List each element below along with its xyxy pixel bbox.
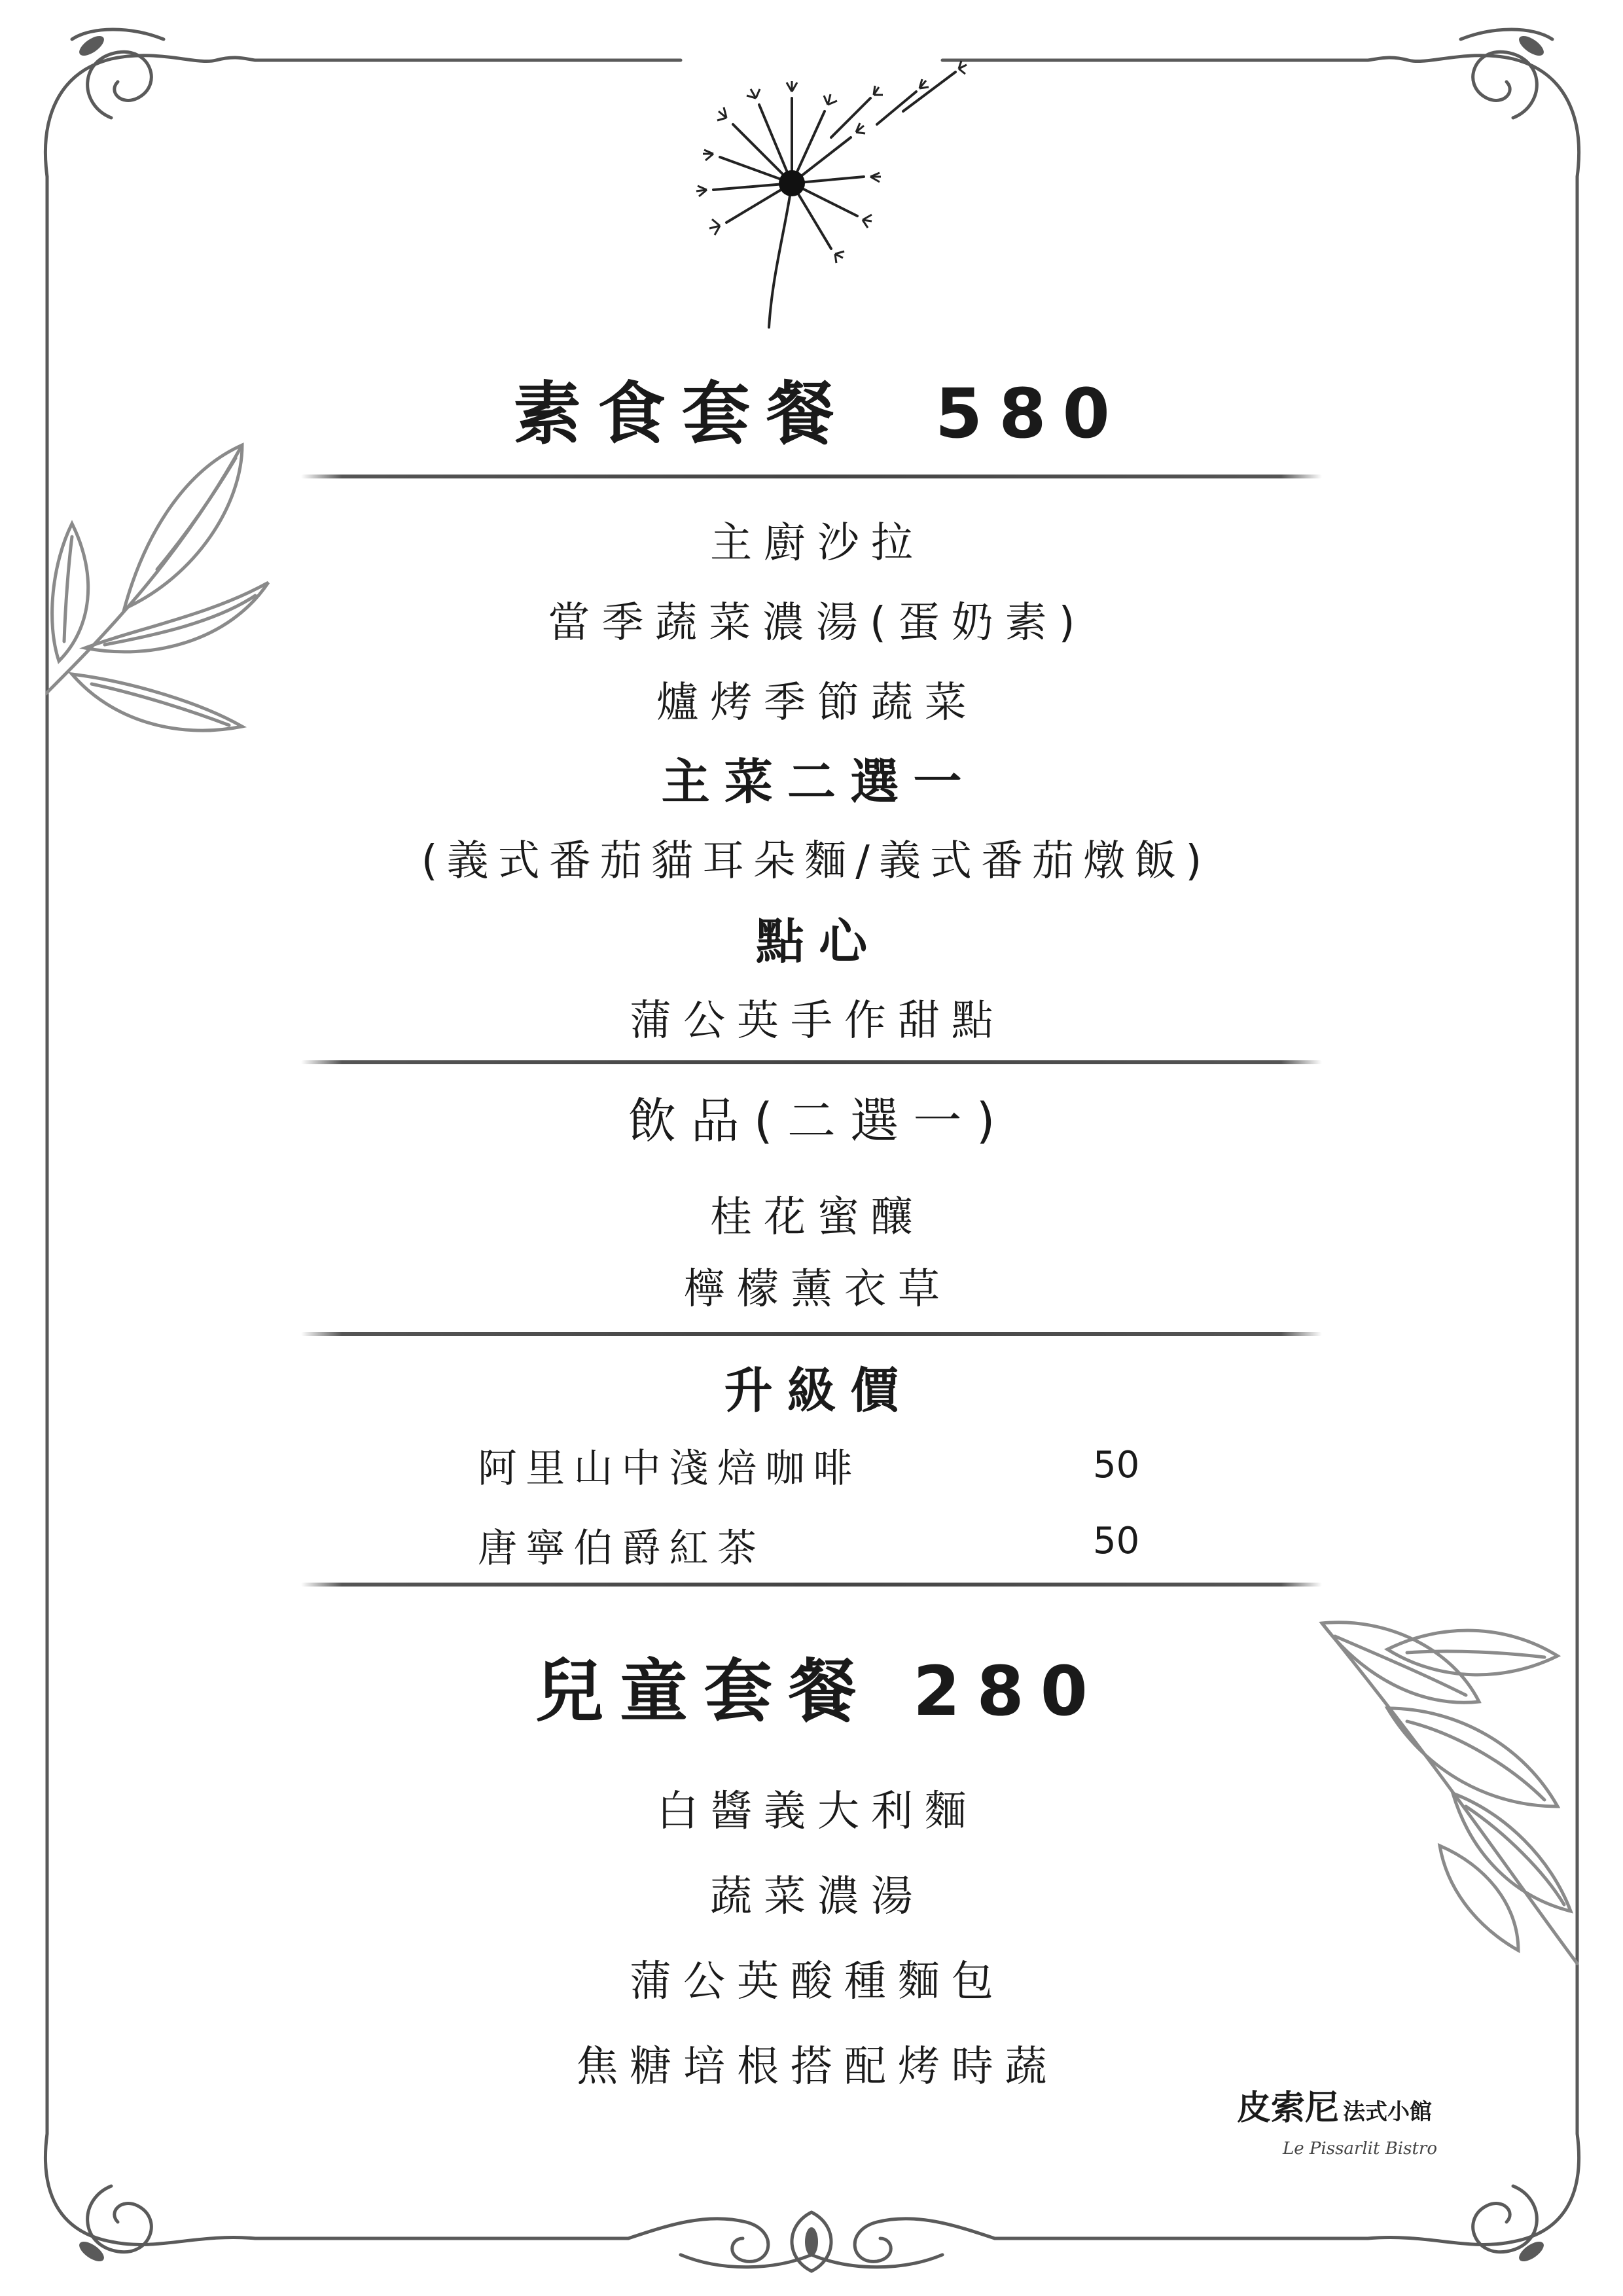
upgrade-header: 升級價 xyxy=(724,1363,914,1419)
upgrade-item-name: 唐寧伯爵紅茶 xyxy=(478,1526,766,1571)
main-course-header: 主菜二選一 xyxy=(661,754,976,810)
menu-item: 蒲公英手作甜點 xyxy=(630,997,1005,1045)
kids-menu-item: 蔬菜濃湯 xyxy=(710,1873,925,1921)
divider xyxy=(301,1332,1322,1336)
brand-name-suffix: 法式小館 xyxy=(1343,2099,1433,2125)
upgrade-item-price: 50 xyxy=(1093,1444,1140,1486)
divider xyxy=(301,1583,1322,1587)
drink-item: 桂花蜜釀 xyxy=(710,1193,925,1242)
brand-name: 皮索尼 xyxy=(1237,2089,1340,2128)
kids-menu-item: 焦糖培根搭配烤時蔬 xyxy=(576,2043,1059,2091)
dandelion-illustration xyxy=(681,59,982,334)
kids-menu-item: 蒲公英酸種麵包 xyxy=(630,1958,1005,2006)
divider xyxy=(301,1060,1322,1064)
upgrade-item-name: 阿里山中淺焙咖啡 xyxy=(478,1446,861,1492)
menu-item: 爐烤季節蔬菜 xyxy=(656,679,978,727)
brand-subtitle: Le Pissarlit Bistro xyxy=(1283,2139,1437,2159)
drink-item: 檸檬薰衣草 xyxy=(683,1265,952,1314)
upgrade-item-price: 50 xyxy=(1093,1520,1140,1562)
divider xyxy=(301,475,1322,478)
main-course-options: (義式番茄貓耳朵麵/義式番茄燉飯) xyxy=(421,837,1211,886)
drinks-header: 飲品(二選一) xyxy=(628,1093,1010,1149)
menu-item: 當季蔬菜濃湯(蛋奶素) xyxy=(548,599,1087,647)
dessert-header: 點心 xyxy=(755,914,882,970)
menu-item: 主廚沙拉 xyxy=(710,519,925,567)
kids-menu-item: 白醬義大利麵 xyxy=(656,1787,978,1836)
vegetarian-set-title: 素食套餐 580 xyxy=(513,374,1126,454)
kids-set-title: 兒童套餐 280 xyxy=(535,1651,1104,1731)
brand-logo xyxy=(1237,2080,1432,2129)
